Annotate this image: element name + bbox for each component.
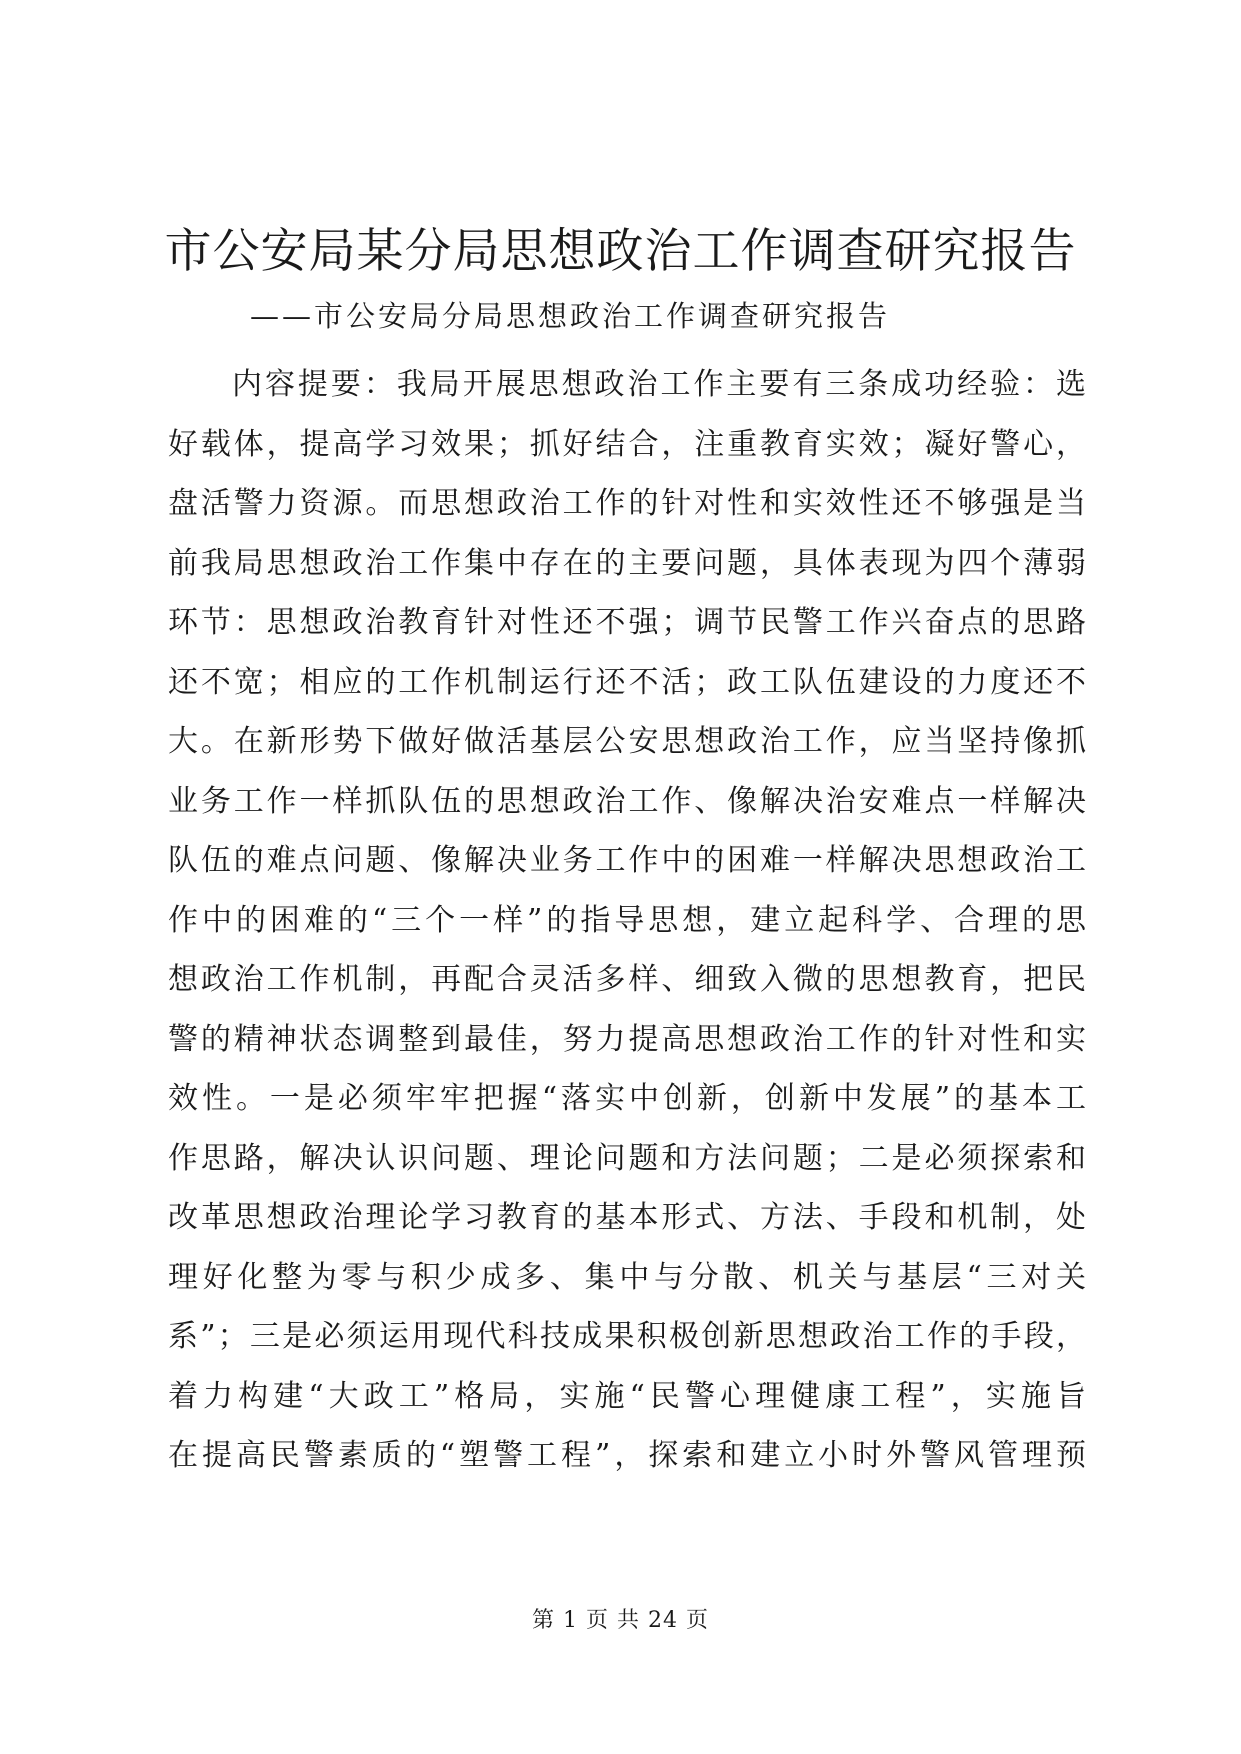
body-line: 还不宽；相应的工作机制运行还不活；政工队伍建设的力度还不 xyxy=(168,664,1088,700)
body-line: 内容提要：我局开展思想政治工作主要有三条成功经验：选 xyxy=(232,367,1088,402)
document-subtitle: ——市公安局分局思想政治工作调查研究报告 xyxy=(250,299,891,333)
body-line: 着力构建“大政工”格局，实施“民警心理健康工程”，实施旨 xyxy=(168,1378,1088,1414)
body-line: 警的精神状态调整到最佳，努力提高思想政治工作的针对性和实 xyxy=(168,1021,1088,1057)
body-line: 系”；三是必须运用现代科技成果积极创新思想政治工作的手段， xyxy=(168,1319,1088,1354)
body-line: 想政治工作机制，再配合灵活多样、细致入微的思想教育，把民 xyxy=(168,962,1088,997)
body-text xyxy=(168,355,1088,1486)
body-line: 理好化整为零与积少成多、集中与分散、机关与基层“三对关 xyxy=(168,1259,1088,1295)
body-line: 好载体，提高学习效果；抓好结合，注重教育实效；凝好警心， xyxy=(168,426,1088,462)
body-line: 业务工作一样抓队伍的思想政治工作、像解决治安难点一样解决 xyxy=(168,783,1088,819)
body-line: 在提高民警素质的“塑警工程”，探索和建立小时外警风管理预 xyxy=(168,1438,1088,1473)
body-line: 环节：思想政治教育针对性还不强；调节民警工作兴奋点的思路 xyxy=(168,605,1088,640)
body-line: 作思路，解决认识问题、理论问题和方法问题；二是必须探索和 xyxy=(168,1140,1088,1176)
body-line: 作中的困难的“三个一样”的指导思想，建立起科学、合理的思 xyxy=(168,902,1088,938)
page-number-footer: 第 1 页 共 24 页 xyxy=(532,1608,709,1633)
body-line: 盘活警力资源。而思想政治工作的针对性和实效性还不够强是当 xyxy=(168,486,1088,521)
body-line: 改革思想政治理论学习教育的基本形式、方法、手段和机制，处 xyxy=(168,1200,1088,1235)
document-title: 市公安局某分局思想政治工作调查研究报告 xyxy=(164,224,1077,279)
body-line: 队伍的难点问题、像解决业务工作中的困难一样解决思想政治工 xyxy=(168,843,1088,878)
body-line: 前我局思想政治工作集中存在的主要问题，具体表现为四个薄弱 xyxy=(168,545,1088,581)
body-line: 效性。一是必须牢牢把握“落实中创新，创新中发展”的基本工 xyxy=(168,1081,1088,1116)
body-line: 大。在新形势下做好做活基层公安思想政治工作，应当坚持像抓 xyxy=(168,724,1088,759)
